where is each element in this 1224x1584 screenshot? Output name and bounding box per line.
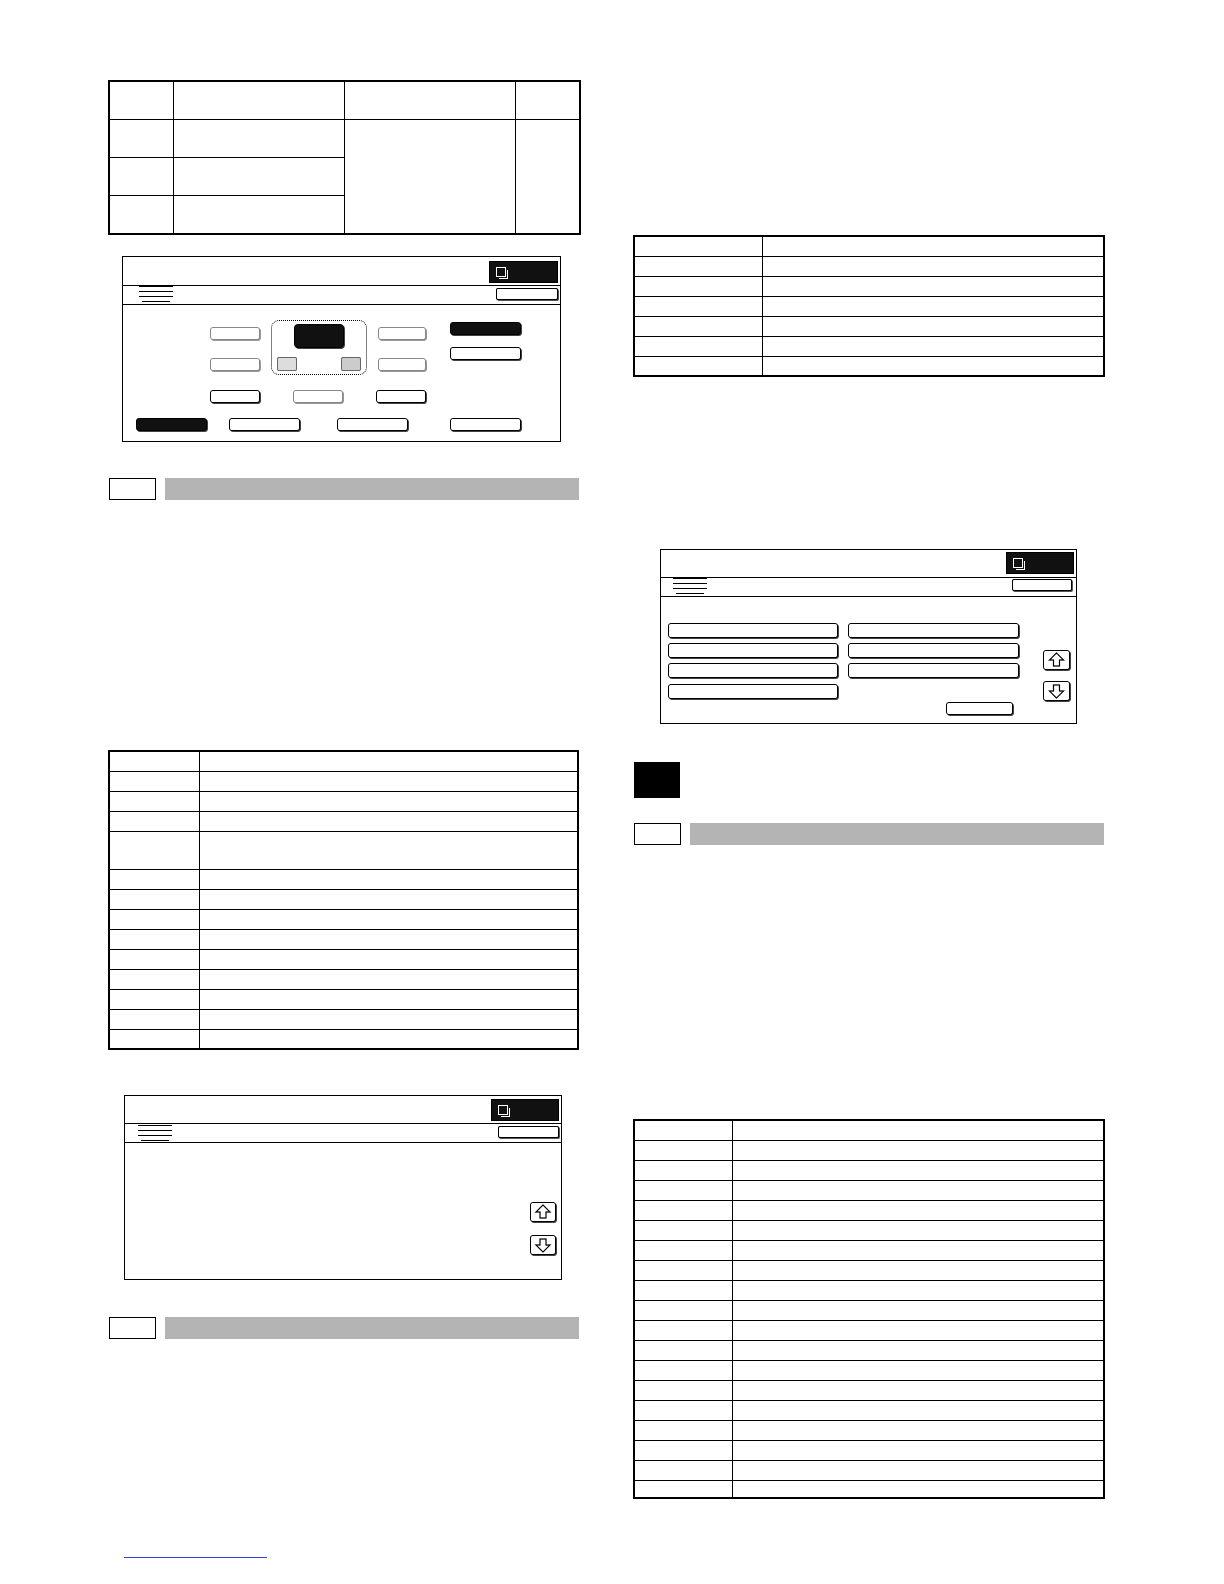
table-cell: [110, 120, 174, 158]
section-title-bar: [690, 823, 1104, 845]
arrow-down-icon: [531, 1236, 555, 1254]
table-cell: [733, 1121, 1104, 1141]
scroll-down-button[interactable]: [1043, 681, 1070, 701]
table-cell: [110, 812, 200, 832]
copy-mode-badge: [489, 261, 558, 283]
tray-button-4[interactable]: [378, 358, 426, 371]
tray-button-6[interactable]: [293, 390, 343, 403]
table-cell: [110, 772, 200, 792]
table-cell: [635, 1121, 733, 1141]
table-cell: [733, 1381, 1104, 1401]
table-cell: [174, 120, 345, 158]
table-cell: [635, 1481, 733, 1498]
copy-mode-icon: [496, 267, 506, 277]
menu-item-2[interactable]: [668, 643, 838, 658]
table-cell: [110, 158, 174, 196]
table-cell: [110, 990, 200, 1010]
arrow-down-icon: [1044, 682, 1069, 700]
arrow-up-icon: [531, 1203, 555, 1221]
table-cell: [515, 120, 579, 234]
table-cell: [200, 752, 578, 772]
table-cell: [635, 357, 763, 376]
table-cell: [635, 1241, 733, 1261]
table-cell: [345, 82, 515, 120]
table-cell: [200, 772, 578, 792]
section-number-box: [634, 823, 681, 845]
tray-button-5[interactable]: [210, 390, 260, 403]
scroll-up-button[interactable]: [1043, 650, 1070, 670]
table-cell: [733, 1481, 1104, 1498]
table-cell: [200, 1010, 578, 1030]
menu-item-4[interactable]: [668, 684, 838, 699]
table-cell: [110, 792, 200, 812]
table-cell: [110, 910, 200, 930]
table-cell: [763, 297, 1104, 317]
footer-link[interactable]: [124, 1557, 267, 1558]
tray-button-2[interactable]: [378, 327, 426, 340]
table-cell: [200, 792, 578, 812]
screen-panel-paper-select: [122, 256, 561, 442]
table-cell: [763, 277, 1104, 297]
table-cell: [733, 1201, 1104, 1221]
menu-item-1[interactable]: [668, 623, 838, 638]
table-cell: [635, 1401, 733, 1421]
table-cell: [110, 1030, 200, 1049]
table-cell: [200, 970, 578, 990]
table-cell: [174, 158, 345, 196]
table-cell: [174, 196, 345, 234]
copy-mode-badge: [1006, 552, 1074, 574]
table-cell: [733, 1361, 1104, 1381]
table-cell: [200, 1030, 578, 1049]
section-title-bar: [165, 1317, 579, 1339]
spec-table-top: [109, 81, 580, 234]
table-cell: [635, 1221, 733, 1241]
tray-button-7[interactable]: [376, 390, 426, 403]
table-cell: [200, 910, 578, 930]
bottom-tab-selected[interactable]: [136, 418, 207, 431]
table-cell: [635, 1321, 733, 1341]
table-cell: [200, 930, 578, 950]
table-cell: [110, 890, 200, 910]
ok-button[interactable]: [496, 288, 558, 300]
table-cell: [635, 1281, 733, 1301]
table-cell: [733, 1141, 1104, 1161]
tab-menu-icon: [138, 1125, 172, 1143]
table-cell: [200, 990, 578, 1010]
section-number-box: [109, 1317, 156, 1339]
table-cell: [763, 317, 1104, 337]
ok-button[interactable]: [1012, 579, 1072, 591]
table-cell: [763, 337, 1104, 357]
table-cell: [635, 317, 763, 337]
table-cell: [110, 970, 200, 990]
table-cell: [733, 1161, 1104, 1181]
table-cell: [635, 1361, 733, 1381]
menu-item-7[interactable]: [848, 663, 1019, 678]
table-cell: [763, 257, 1104, 277]
table-cell: [635, 1181, 733, 1201]
menu-item-8[interactable]: [946, 702, 1013, 715]
copy-mode-badge: [491, 1099, 559, 1121]
table-cell: [110, 82, 174, 120]
table-cell: [200, 832, 578, 870]
table-cell: [763, 237, 1104, 257]
table-cell: [200, 950, 578, 970]
table-cell: [200, 812, 578, 832]
tab-menu-icon: [139, 286, 173, 304]
table-cell: [635, 337, 763, 357]
tray-icon[interactable]: [341, 357, 361, 371]
table-cell: [200, 890, 578, 910]
screen-panel-menu: [660, 549, 1077, 724]
table-cell: [733, 1261, 1104, 1281]
table-cell: [733, 1181, 1104, 1201]
option-button-selected[interactable]: [450, 322, 521, 335]
menu-item-3[interactable]: [668, 663, 838, 678]
chapter-marker: [634, 762, 680, 798]
copy-mode-icon: [498, 1105, 508, 1115]
scroll-down-button[interactable]: [530, 1235, 556, 1255]
screen-panel-list: [124, 1095, 562, 1280]
menu-item-6[interactable]: [848, 643, 1019, 658]
table-cell: [635, 1161, 733, 1181]
table-cell: [733, 1421, 1104, 1441]
table-cell: [635, 1421, 733, 1441]
section-title-bar: [165, 478, 579, 500]
table-cell: [635, 1461, 733, 1481]
table-cell: [733, 1341, 1104, 1361]
table-cell: [635, 1441, 733, 1461]
bottom-tab-2[interactable]: [229, 418, 300, 431]
section-number-box: [109, 478, 156, 500]
table-cell: [635, 297, 763, 317]
bottom-tab-3[interactable]: [337, 418, 408, 431]
table-cell: [635, 277, 763, 297]
table-cell: [110, 196, 174, 234]
bottom-tab-4[interactable]: [450, 418, 521, 431]
table-cell: [733, 1301, 1104, 1321]
table-cell: [763, 357, 1104, 376]
table-cell: [733, 1241, 1104, 1261]
table-cell: [635, 1341, 733, 1361]
table-cell: [635, 1201, 733, 1221]
table-cell: [200, 870, 578, 890]
table-cell: [635, 1301, 733, 1321]
copy-mode-icon: [1013, 558, 1023, 568]
table-cell: [635, 1141, 733, 1161]
table-cell: [635, 1261, 733, 1281]
table-cell: [110, 1010, 200, 1030]
table-cell: [110, 870, 200, 890]
selected-tray-button[interactable]: [294, 324, 344, 348]
spec-table-right-bottom: [634, 1120, 1104, 1498]
table-cell: [110, 950, 200, 970]
envelope-icon[interactable]: [277, 357, 297, 371]
table-cell: [733, 1281, 1104, 1301]
table-cell: [733, 1321, 1104, 1341]
option-button[interactable]: [450, 347, 521, 360]
table-cell: [635, 237, 763, 257]
table-cell: [345, 120, 515, 234]
table-cell: [635, 257, 763, 277]
table-cell: [733, 1441, 1104, 1461]
table-cell: [110, 930, 200, 950]
table-cell: [110, 832, 200, 870]
tray-button-1[interactable]: [210, 327, 260, 340]
table-cell: [515, 82, 579, 120]
spec-table-right-top: [634, 236, 1104, 376]
menu-item-5[interactable]: [848, 623, 1019, 638]
table-cell: [174, 82, 345, 120]
tray-button-3[interactable]: [210, 358, 260, 371]
table-cell: [733, 1401, 1104, 1421]
table-cell: [733, 1221, 1104, 1241]
spec-table-left: [109, 751, 578, 1049]
table-cell: [733, 1461, 1104, 1481]
arrow-up-icon: [1044, 651, 1069, 669]
table-cell: [635, 1381, 733, 1401]
tab-menu-icon: [673, 578, 707, 596]
scroll-up-button[interactable]: [530, 1202, 556, 1222]
ok-button[interactable]: [498, 1126, 559, 1138]
table-cell: [110, 752, 200, 772]
